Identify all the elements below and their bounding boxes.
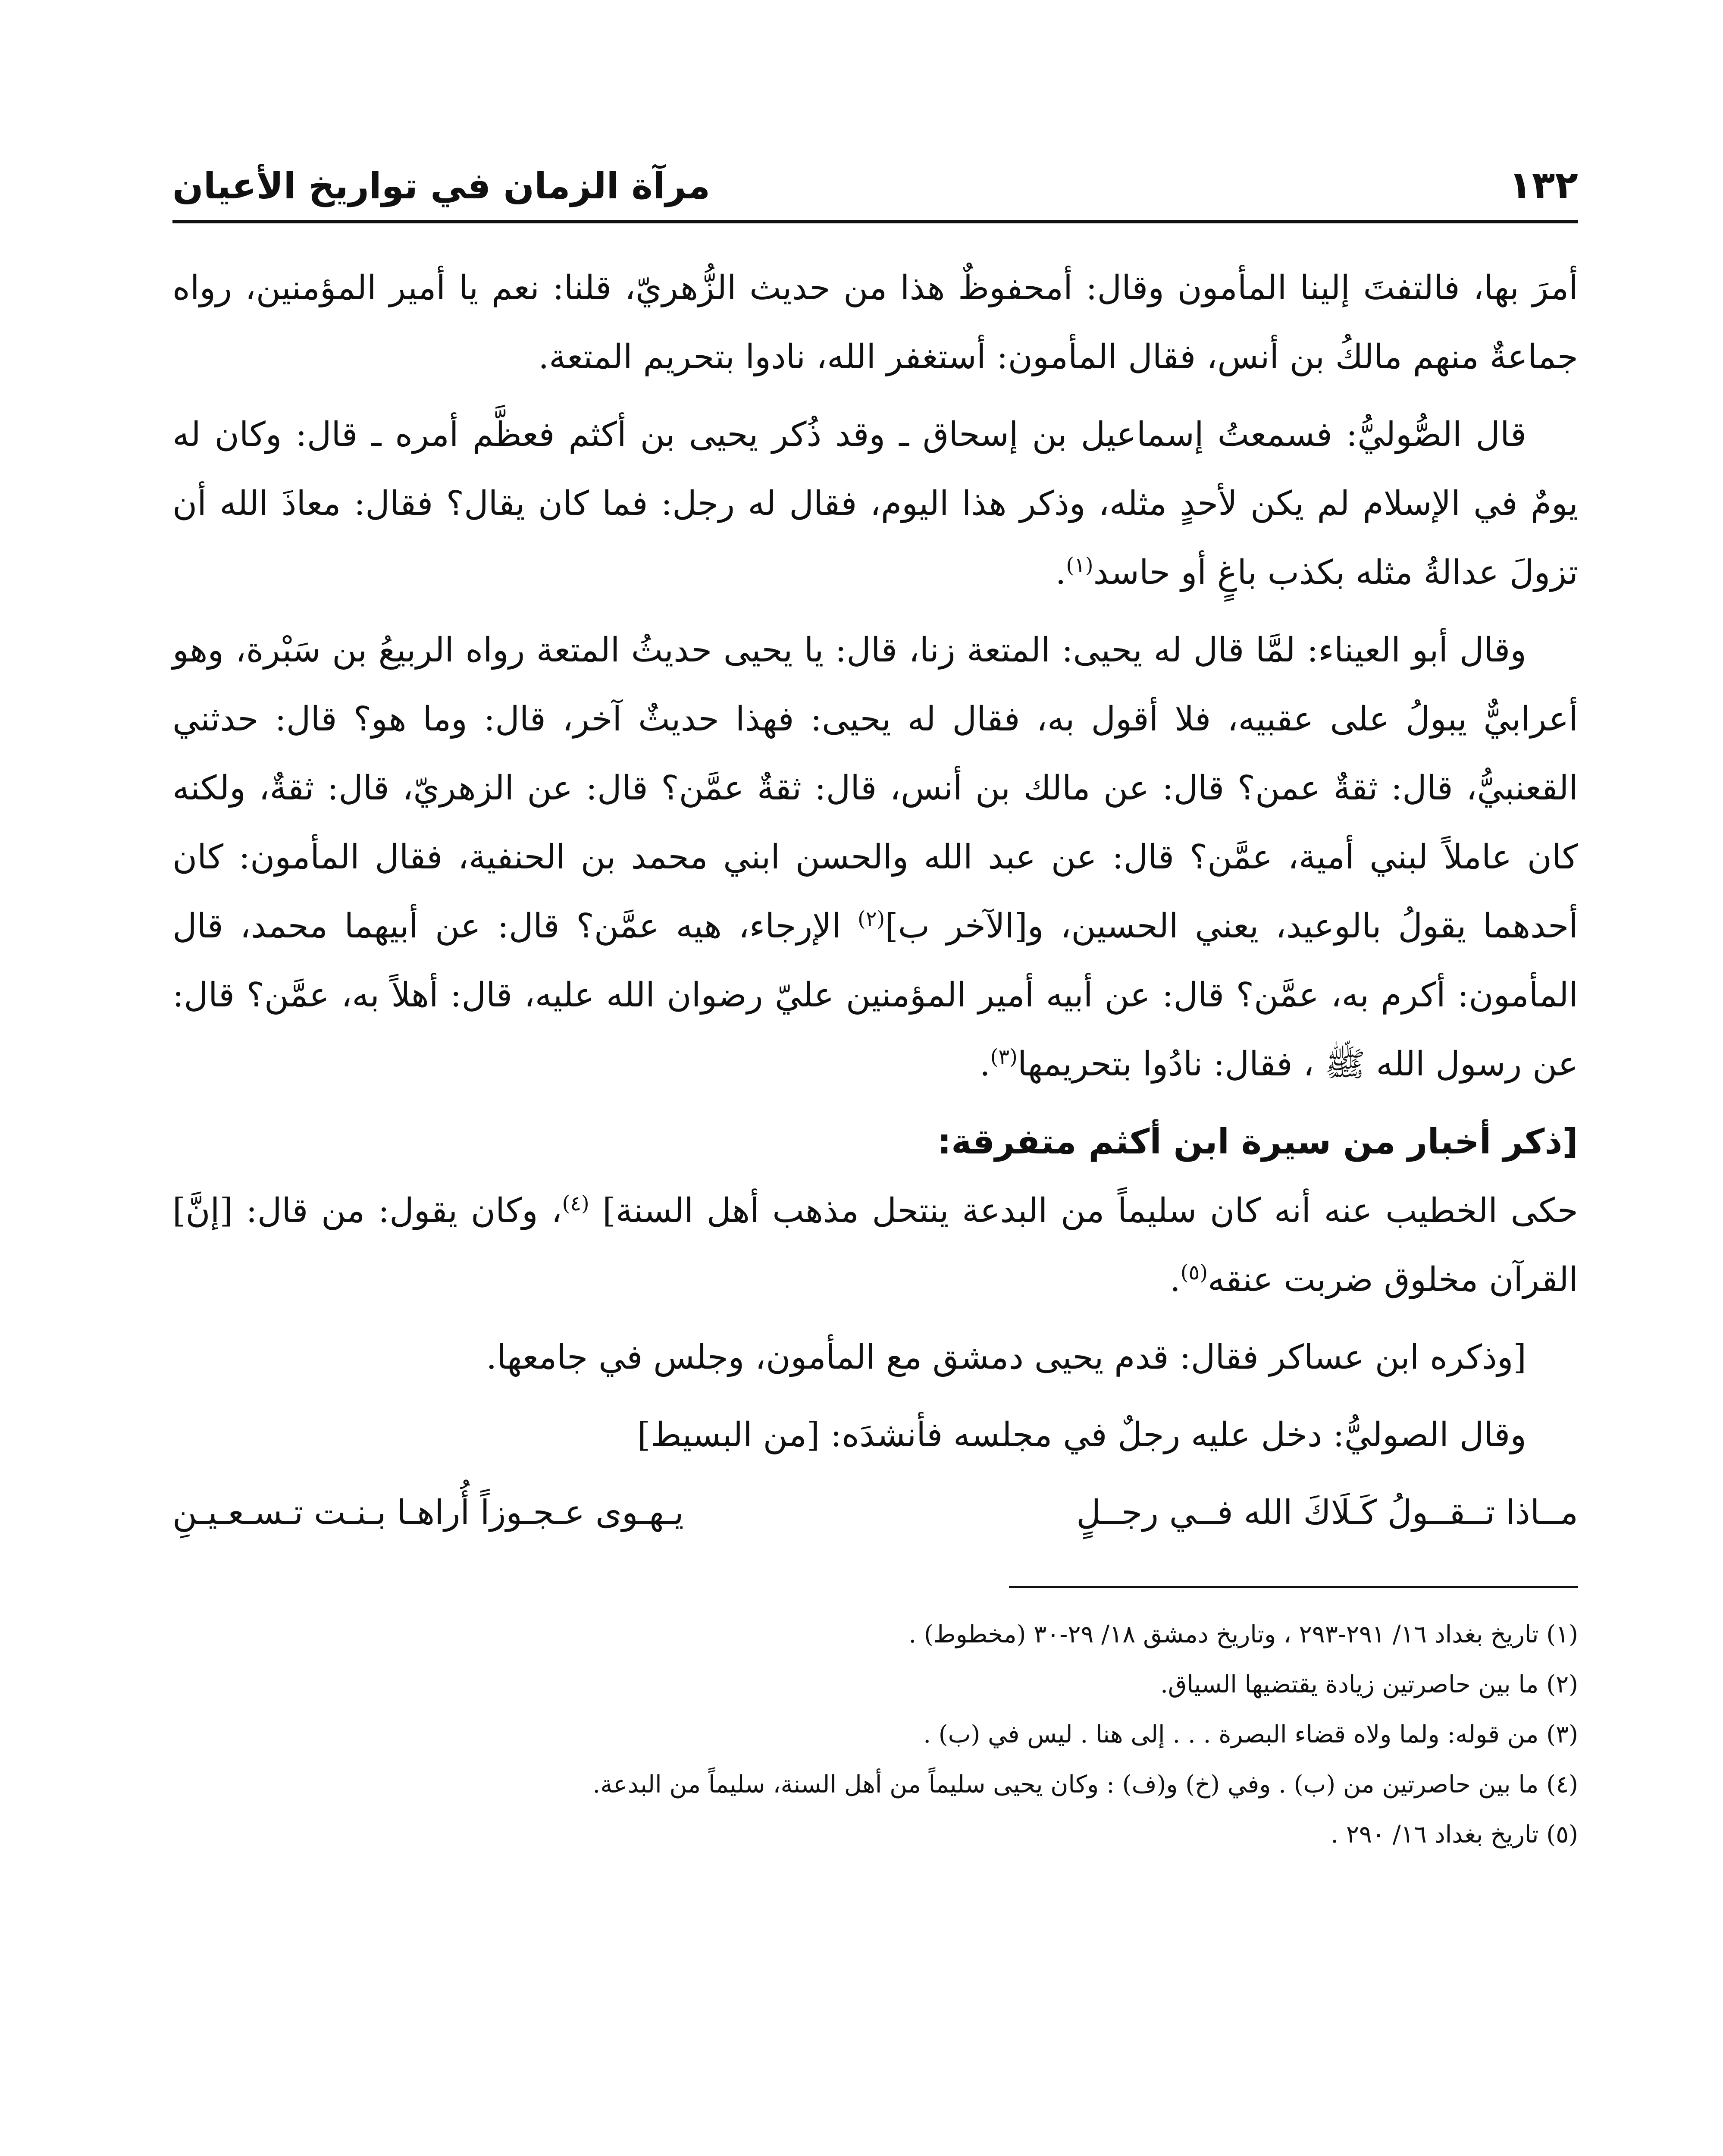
footnote-2: (٢) ما بين حاصرتين زيادة يقتضيها السياق.	[1160, 1670, 1578, 1698]
paragraph-3-end: .	[979, 1045, 990, 1084]
footnotes	[172, 1610, 1578, 1860]
footnote-ref-2[interactable]: (٢)	[858, 907, 885, 931]
paragraph-3-text: وقال أبو العيناء: لمَّا قال له يحيى: المتعة زنا، قال: يا يحيى حديثُ المتعة رواه الربيعُ بن سَبْرة، وهو أعرابيٌّ يبولُ على عقبيه، فلا أقول به، فقال له يحيى: فهذا حديثٌ آخر، قال: وما هو؟ قال: حدثني القعنبيُّ، قال: ثقةٌ عمن؟ قال: عن مالك بن أنس، قال: ثقةٌ عمَّن؟ قال: عن الزهريّ، قال: ثقةٌ، ولكنه كان عاملاً لبني أمية، عمَّن؟ قال: عن عبد الله والحسن ابني محمد بن الحنفية، فقال المأمون: كان أحدهما يقولُ بالوعيد، يعني الحسين، و[الآخر ب]	[172, 631, 1578, 946]
paragraph-2-text: قال الصُّوليُّ: فسمعتُ إسماعيل بن إسحاق ـ وقد ذُكر يحيى بن أكثم فعظَّم أمره ـ قال: وكان له يومٌ في الإسلام لم يكن لأحدٍ مثله، وذكر هذا اليوم، فقال له رجل: فما كان يقال؟ فقال: معاذَ الله أن تزولَ عدالةُ مثله بكذب باغٍ أو حاسد	[172, 415, 1578, 592]
paragraph-1-text: أمرَ بها، فالتفتَ إلينا المأمون وقال: أمحفوظٌ هذا من حديث الزُّهريّ، قلنا: نعم يا أمير المؤمنين، رواه جماعةٌ منهم مالكُ بن أنس، فقال المأمون: أستغفر الله، نادوا بتحريم المتعة.	[172, 269, 1578, 376]
footnote-ref-4[interactable]: (٤)	[562, 1191, 589, 1216]
paragraph-4-text: حكى الخطيب عنه أنه كان سليماً من البدعة ينتحل مذهب أهل السنة]	[589, 1191, 1578, 1230]
paragraph-3-middle: الإرجاء، هيه عمَّن؟ قال: عن أبيهما محمد، قال المأمون: أكرم به، عمَّن؟ قال: عن أبيه أمير المؤمنين عليّ رضوان الله عليه، قال: أهلاً به، عمَّن؟ قال: عن رسول الله ﷺ ، فقال: نادُوا بتحريمها	[172, 907, 1578, 1084]
paragraph-4-middle: ، وكان يقول: من قال: [إنَّ] القرآن مخلوق ضربت عنقه	[172, 1191, 1578, 1299]
paragraph-2-end: .	[1055, 553, 1066, 592]
verse-second-hemistich: يـهـوى عـجـوزاً أُراهـا بـنـت تـسـعـيـنِ	[172, 1493, 684, 1532]
footnote-divider	[1009, 1586, 1578, 1588]
footnote-3: (٣) من قوله: ولما ولاه قضاء البصرة . . . إلى هنا . ليس في (ب) .	[923, 1720, 1578, 1749]
paragraph-6	[172, 1401, 1578, 1470]
page-number: ١٣٢	[1508, 163, 1578, 207]
main-text	[172, 254, 1578, 1547]
paragraph-4-end: .	[1170, 1260, 1181, 1299]
footnote-1: (١) تاريخ بغداد ١٦/ ٢٩١-٢٩٣ ، وتاريخ دمشق ١٨/ ٢٩-٣٠ (مخطوط) .	[908, 1620, 1578, 1648]
paragraph-5	[172, 1323, 1578, 1392]
paragraph-4	[172, 1176, 1578, 1314]
verse-first-hemistich: مــاذا تــقــولُ كَـلَاكَ الله فــي رجــلٍ	[1076, 1493, 1578, 1532]
footnote-ref-5[interactable]: (٥)	[1180, 1260, 1208, 1285]
footnote-ref-1[interactable]: (١)	[1066, 553, 1093, 577]
poem-verse	[172, 1478, 1578, 1547]
paragraph-2	[172, 400, 1578, 607]
paragraph-5-text: [وذكره ابن عساكر فقال: قدم يحيى دمشق مع المأمون، وجلس في جامعها.	[486, 1338, 1526, 1377]
paragraph-3	[172, 616, 1578, 1099]
running-head	[172, 142, 1578, 223]
footnote-ref-3[interactable]: (٣)	[990, 1045, 1018, 1069]
footnote-5: (٥) تاريخ بغداد ١٦/ ٢٩٠ .	[1331, 1821, 1578, 1849]
paragraph-6-text: وقال الصوليُّ: دخل عليه رجلٌ في مجلسه فأنشدَه: [من البسيط]	[637, 1416, 1526, 1454]
footnote-4: (٤) ما بين حاصرتين من (ب) . وفي (خ) و(ف) : وكان يحيى سليماً من أهل السنة، سليماً من البدعة.	[592, 1771, 1578, 1799]
book-page	[172, 142, 1578, 2156]
running-title: مرآة الزمان في تواريخ الأعيان	[172, 165, 711, 207]
paragraph-1	[172, 254, 1578, 392]
section-heading: [ذكر أخبار من سيرة ابن أكثم متفرقة:	[937, 1122, 1578, 1162]
